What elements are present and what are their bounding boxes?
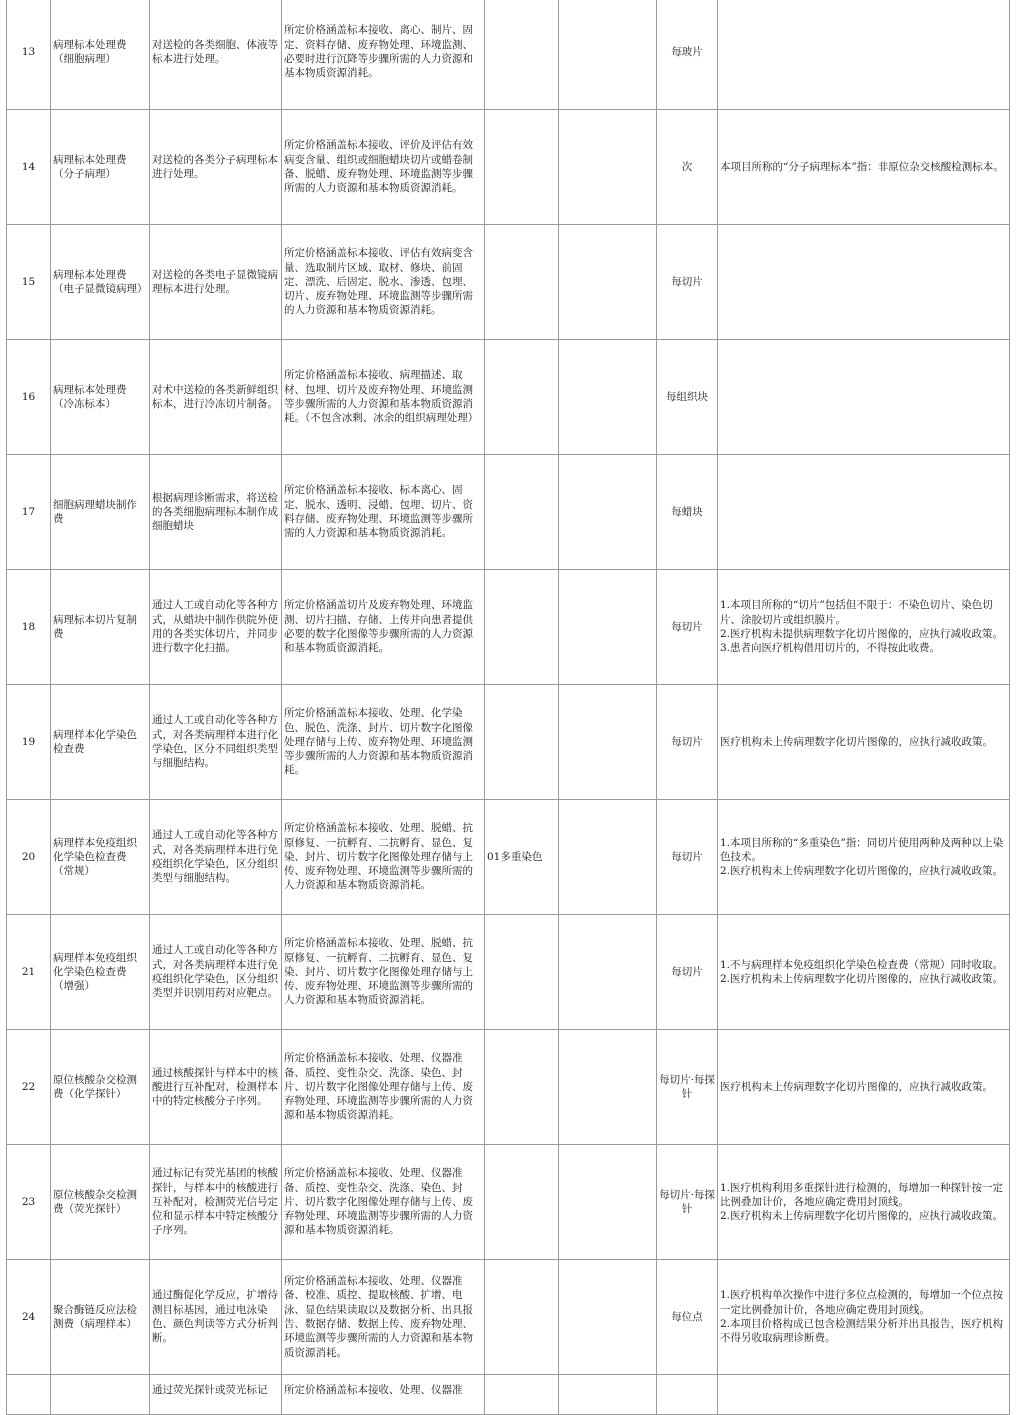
extension-item-cell xyxy=(485,455,559,570)
pricing-unit-cell: 每切片 xyxy=(657,800,718,915)
extension-item-cell xyxy=(485,685,559,800)
extension-item-cell xyxy=(485,1145,559,1260)
row-number-cell: 21 xyxy=(7,915,51,1030)
table-row xyxy=(7,685,1010,800)
remarks-cell: 医疗机构未上传病理数字化切片图像的，应执行减收政策。 xyxy=(718,685,1010,800)
pricing-unit-cell: 每切片·每探针 xyxy=(657,1030,718,1145)
table-row xyxy=(7,110,1010,225)
service-content-cell: 通过人工或自动化等各种方式，对各类病理样本进行免疫组织化学染色，区分组织类型与细胞结构。 xyxy=(150,800,282,915)
price-includes-cell: 所定价格涵盖标本接收、评价及评估有效病变含量、组织或细胞蜡块切片或蜡卷制备、脱蜡、废弃物处理、环境监测等步骤所需的人力资源和基本物质资源消耗。 xyxy=(282,110,485,225)
row-number-cell: 19 xyxy=(7,685,51,800)
pricing-table xyxy=(6,0,1010,1415)
extension-item-cell xyxy=(485,1030,559,1145)
extension-item-cell xyxy=(485,1375,559,1415)
table-row xyxy=(7,570,1010,685)
remarks-cell xyxy=(718,455,1010,570)
excluded-content-cell xyxy=(559,1375,657,1415)
price-includes-cell: 所定价格涵盖标本接收、处理、脱蜡、抗原修复、一抗孵育、二抗孵育、显色、复染、封片、切片数字化图像处理存储与上传、废弃物处理、环境监测等步骤所需的人力资源和基本物质资源消耗。 xyxy=(282,915,485,1030)
price-includes-cell: 所定价格涵盖标本接收、处理、化学染色、脱色、洗涤、封片、切片数字化图像处理存储与上传、废弃物处理、环境监测等步骤所需的人力资源和基本物质资源消耗。 xyxy=(282,685,485,800)
row-number-cell xyxy=(7,1375,51,1415)
pricing-unit-cell xyxy=(657,1375,718,1415)
item-name-cell: 聚合酶链反应法检测费（病理样本） xyxy=(51,1260,150,1375)
excluded-content-cell xyxy=(559,570,657,685)
pricing-unit-cell: 每切片 xyxy=(657,915,718,1030)
excluded-content-cell xyxy=(559,455,657,570)
row-number-cell: 15 xyxy=(7,225,51,340)
excluded-content-cell xyxy=(559,1145,657,1260)
service-content-cell: 对术中送检的各类新鲜组织标本，进行冷冻切片制备。 xyxy=(150,340,282,455)
item-name-cell: 病理样本免疫组织化学染色检查费（常规） xyxy=(51,800,150,915)
row-number-cell: 23 xyxy=(7,1145,51,1260)
item-name-cell: 细胞病理蜡块制作费 xyxy=(51,455,150,570)
item-name-cell: 病理标本处理费（分子病理） xyxy=(51,110,150,225)
item-name-cell: 病理标本切片复制费 xyxy=(51,570,150,685)
excluded-content-cell xyxy=(559,685,657,800)
pricing-unit-cell: 每切片 xyxy=(657,570,718,685)
pricing-unit-cell: 每切片·每探针 xyxy=(657,1145,718,1260)
remarks-cell xyxy=(718,1375,1010,1415)
extension-item-cell xyxy=(485,570,559,685)
service-content-cell: 根据病理诊断需求，将送检的各类细胞病理标本制作成细胞蜡块 xyxy=(150,455,282,570)
service-content-cell: 通过人工或自动化等各种方式，对各类病理样本进行免疫组织化学染色，区分组织类型并识别用药对应靶点。 xyxy=(150,915,282,1030)
remarks-cell: 1.本项目所称的“多重染色”指：同切片使用两种及两种以上染色技术。 2.医疗机构未上传病理数字化切片图像的，应执行减收政策。 xyxy=(718,800,1010,915)
service-content-cell: 通过酶促化学反应，扩增待测目标基因，通过电泳染色、颜色判读等方式分析判断。 xyxy=(150,1260,282,1375)
table-row xyxy=(7,225,1010,340)
remarks-cell: 1.本项目所称的“切片”包括但不限于：不染色切片、染色切片、涂胶切片或组织膜片。 2.医疗机构未提供病理数字化切片图像的，应执行减收政策。 3.患者向医疗机构借用切片的，不得按此收费。 xyxy=(718,570,1010,685)
pricing-unit-cell: 每组织块 xyxy=(657,340,718,455)
table-row xyxy=(7,915,1010,1030)
excluded-content-cell xyxy=(559,1030,657,1145)
excluded-content-cell xyxy=(559,225,657,340)
excluded-content-cell xyxy=(559,110,657,225)
price-includes-cell: 所定价格涵盖标本接收、标本离心、固定、脱水、透明、浸蜡、包埋、切片、资料存储、废弃物处理、环境监测等步骤所需的人力资源和基本物质资源消耗。 xyxy=(282,455,485,570)
remarks-cell: 1.医疗机构利用多重探针进行检测的，每增加一种探针按一定比例叠加计价，各地应确定费用封顶线。 2.医疗机构未上传病理数字化切片图像的，应执行减收政策。 xyxy=(718,1145,1010,1260)
item-name-cell: 病理标本处理费（冷冻标本） xyxy=(51,340,150,455)
table-body xyxy=(7,0,1010,1415)
row-number-cell: 18 xyxy=(7,570,51,685)
pricing-unit-cell: 每位点 xyxy=(657,1260,718,1375)
remarks-cell: 本项目所称的“分子病理标本”指：非原位杂交核酸检测标本。 xyxy=(718,110,1010,225)
row-number-cell: 14 xyxy=(7,110,51,225)
service-content-cell: 对送检的各类分子病理标本进行处理。 xyxy=(150,110,282,225)
price-includes-cell: 所定价格涵盖标本接收、处理、仪器准备、质控、变性杂交、洗涤、染色、封片、切片数字化图像处理存储与上传、废弃物处理、环境监测等步骤所需的人力资源和基本物质资源消耗。 xyxy=(282,1030,485,1145)
remarks-cell: 1.不与病理样本免疫组织化学染色检查费（常规）同时收取。 2.医疗机构未上传病理数字化切片图像的，应执行减收政策。 xyxy=(718,915,1010,1030)
row-number-cell: 16 xyxy=(7,340,51,455)
price-includes-cell: 所定价格涵盖标本接收、离心、制片、固定、资料存储、废弃物处理、环境监测、必要时进行沉降等步骤所需的人力资源和基本物质资源消耗。 xyxy=(282,0,485,110)
table-row xyxy=(7,340,1010,455)
price-includes-cell: 所定价格涵盖标本接收、处理、仪器准 xyxy=(282,1375,485,1415)
item-name-cell: 病理样本免疫组织化学染色检查费（增强） xyxy=(51,915,150,1030)
excluded-content-cell xyxy=(559,915,657,1030)
table-row xyxy=(7,1145,1010,1260)
excluded-content-cell xyxy=(559,340,657,455)
service-content-cell: 通过人工或自动化等各种方式，从蜡块中制作供院外使用的各类实体切片，并同步进行数字化扫描。 xyxy=(150,570,282,685)
service-content-cell: 对送检的各类电子显微镜病理标本进行处理。 xyxy=(150,225,282,340)
row-number-cell: 17 xyxy=(7,455,51,570)
row-number-cell: 13 xyxy=(7,0,51,110)
remarks-cell: 1.医疗机构单次操作中进行多位点检测的，每增加一个位点按一定比例叠加计价，各地应确定费用封顶线。 2.本项目价格构成已包含检测结果分析并出具报告，医疗机构不得另收取病理诊断费。 xyxy=(718,1260,1010,1375)
extension-item-cell xyxy=(485,0,559,110)
remarks-cell xyxy=(718,225,1010,340)
service-content-cell: 通过人工或自动化等各种方式，对各类病理样本进行化学染色，区分不同组织类型与细胞结构。 xyxy=(150,685,282,800)
pricing-unit-cell: 每蜡块 xyxy=(657,455,718,570)
item-name-cell xyxy=(51,1375,150,1415)
item-name-cell: 病理标本处理费（细胞病理） xyxy=(51,0,150,110)
table-row xyxy=(7,1260,1010,1375)
table-row xyxy=(7,455,1010,570)
remarks-cell: 医疗机构未上传病理数字化切片图像的，应执行减收政策。 xyxy=(718,1030,1010,1145)
price-includes-cell: 所定价格涵盖标本接收、处理、仪器准备、质控、变性杂交、洗涤、染色、封片、切片数字化图像处理存储与上传、废弃物处理、环境监测等步骤所需的人力资源和基本物质资源消耗。 xyxy=(282,1145,485,1260)
pricing-unit-cell: 每玻片 xyxy=(657,0,718,110)
remarks-cell xyxy=(718,340,1010,455)
table-row-partial xyxy=(7,1375,1010,1415)
service-content-cell: 通过核酸探针与样本中的核酸进行互补配对，检测样本中的特定核酸分子序列。 xyxy=(150,1030,282,1145)
item-name-cell: 原位核酸杂交检测费（荧光探针） xyxy=(51,1145,150,1260)
table-row xyxy=(7,1030,1010,1145)
row-number-cell: 20 xyxy=(7,800,51,915)
item-name-cell: 病理标本处理费（电子显微镜病理） xyxy=(51,225,150,340)
extension-item-cell: 01多重染色 xyxy=(485,800,559,915)
extension-item-cell xyxy=(485,915,559,1030)
service-content-cell: 对送检的各类细胞、体液等标本进行处理。 xyxy=(150,0,282,110)
price-includes-cell: 所定价格涵盖标本接收、病理描述、取材、包埋、切片及废弃物处理、环境监测等步骤所需的人力资源和基本物质资源消耗。（不包含冰剩、冰余的组织病理处理） xyxy=(282,340,485,455)
row-number-cell: 24 xyxy=(7,1260,51,1375)
price-includes-cell: 所定价格涵盖标本接收、处理、脱蜡、抗原修复、一抗孵育、二抗孵育、显色、复染、封片、切片数字化图像处理存储与上传、废弃物处理、环境监测等步骤所需的人力资源和基本物质资源消耗。 xyxy=(282,800,485,915)
service-content-cell: 通过标记有荧光基团的核酸探针，与样本中的核酸进行互补配对，检测荧光信号定位和显示样本中特定核酸分子序列。 xyxy=(150,1145,282,1260)
item-name-cell: 病理样本化学染色检查费 xyxy=(51,685,150,800)
remarks-cell xyxy=(718,0,1010,110)
pricing-unit-cell: 每切片 xyxy=(657,685,718,800)
item-name-cell: 原位核酸杂交检测费（化学探针） xyxy=(51,1030,150,1145)
extension-item-cell xyxy=(485,110,559,225)
extension-item-cell xyxy=(485,1260,559,1375)
excluded-content-cell xyxy=(559,1260,657,1375)
price-includes-cell: 所定价格涵盖标本接收、处理、仪器准备、校准、质控、提取核酸、扩增、电泳、显色结果读取以及数据分析、出具报告、数据存储、数据上传、废弃物处理、环境监测等步骤所需的人力资源和基本物质资源消耗。 xyxy=(282,1260,485,1375)
pricing-unit-cell: 每切片 xyxy=(657,225,718,340)
pricing-unit-cell: 次 xyxy=(657,110,718,225)
service-content-cell: 通过荧光探针或荧光标记 xyxy=(150,1375,282,1415)
excluded-content-cell xyxy=(559,800,657,915)
table-row xyxy=(7,0,1010,110)
price-includes-cell: 所定价格涵盖切片及废弃物处理、环境监测、切片扫描、存储、上传并向患者提供必要的数字化图像等步骤所需的人力资源和基本物质资源消耗。 xyxy=(282,570,485,685)
row-number-cell: 22 xyxy=(7,1030,51,1145)
extension-item-cell xyxy=(485,340,559,455)
extension-item-cell xyxy=(485,225,559,340)
table-row xyxy=(7,800,1010,915)
price-includes-cell: 所定价格涵盖标本接收、评估有效病变含量、选取制片区域、取材、修块、前固定、漂洗、后固定、脱水、渗透、包埋、切片、废弃物处理、环境监测等步骤所需的人力资源和基本物质资源消耗。 xyxy=(282,225,485,340)
excluded-content-cell xyxy=(559,0,657,110)
